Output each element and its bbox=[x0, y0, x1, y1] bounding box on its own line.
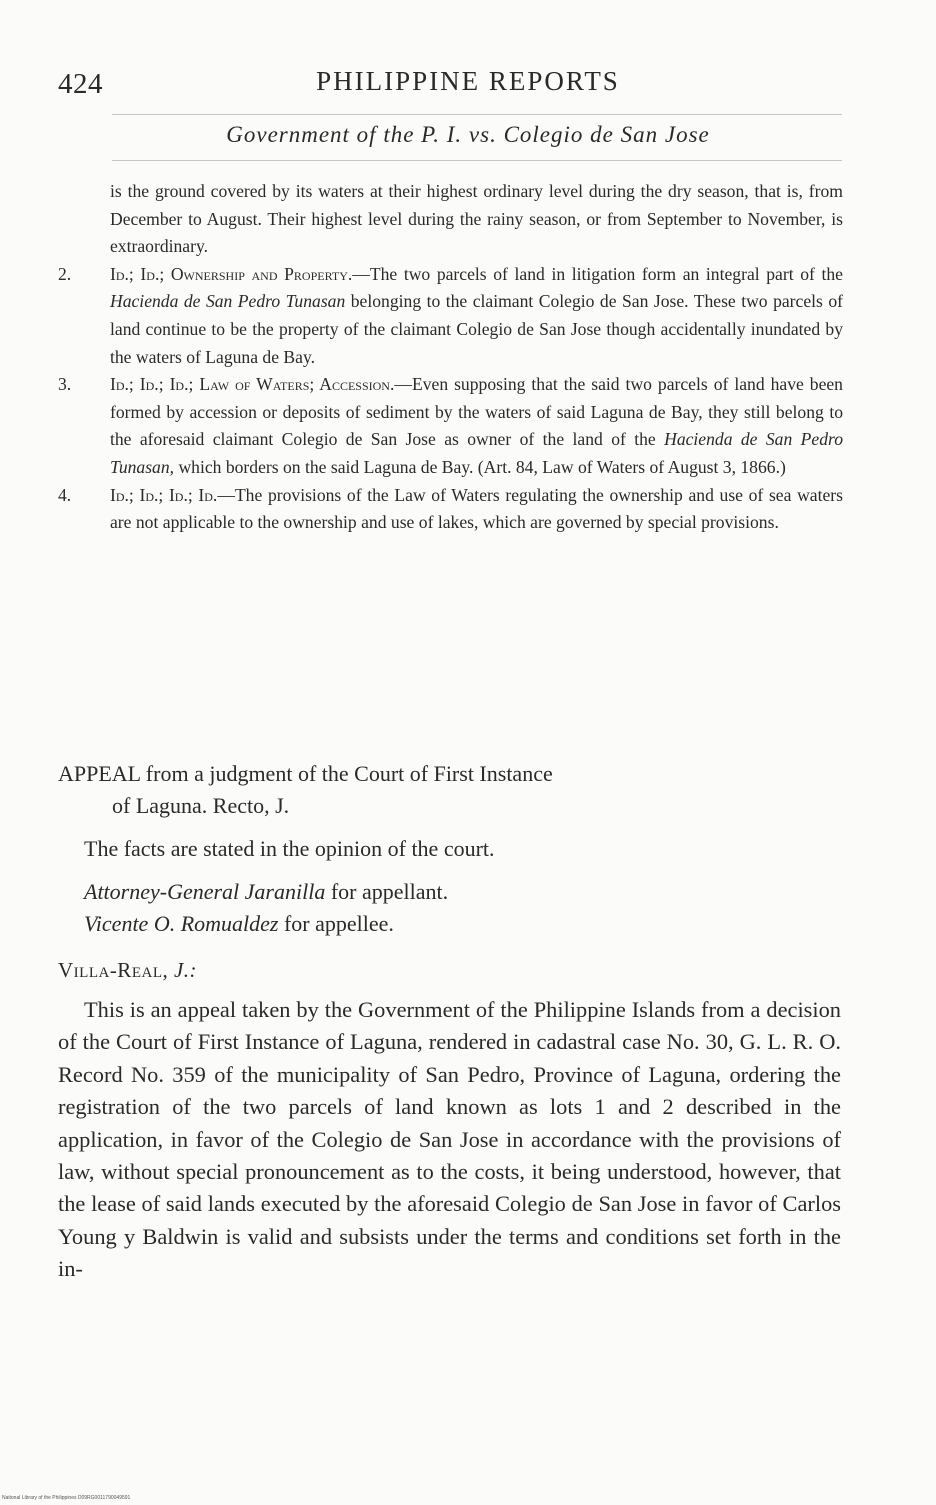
syllabus-continuation: is the ground covered by its waters at their highest ordinary level during the dry season, that is, from December to August. Their highest level during the rainy season, or from September to November, is extraordinary. bbox=[110, 181, 843, 257]
opinion-text: This is an appeal taken by the Government of the Philippine Islands from a decision of the Court of First Instance of Laguna, rendered in cadastral case No. 30, G. L. R. O. Record No. 359 of the municipality of San Pedro, Province of Laguna, ordering the registration of the two parcels of land known as lots 1 and 2 described in the application, in favor of the Colegio de San Jose in accordance with the provisions of law, without special pronouncement as to the costs, it being understood, however, that the lease of said lands executed by the aforesaid Colegio de San Jose in favor of Carlos Young y Baldwin is valid and subsists under the terms and conditions set forth in the in- bbox=[58, 997, 841, 1282]
appeal-line-1: APPEAL from a judgment of the Court of First Instance bbox=[58, 761, 553, 786]
item-number: 4. bbox=[58, 484, 72, 505]
judge-heading bbox=[58, 958, 197, 983]
item-number: 2. bbox=[58, 263, 72, 284]
counsel bbox=[84, 876, 448, 940]
item-text: —The two parcels of land in litigation form an integral part of the bbox=[352, 263, 843, 284]
hacienda-name: Hacienda de San Pedro Tunasan bbox=[110, 291, 346, 312]
appellant-name: Attorney-General Jaranilla bbox=[84, 879, 326, 904]
appellant-role: for appellant. bbox=[325, 879, 449, 904]
appellee-role: for appellee. bbox=[278, 911, 394, 936]
item-text: which borders on the said Laguna de Bay. (Art. 84, Law of Waters of August 3, 1866.) bbox=[174, 456, 786, 477]
scan-credit: National Library of the Philippines D09RG0011790049591 bbox=[2, 1495, 131, 1501]
item-text: —The provisions of the Law of Waters regulating the ownership and use of sea waters are not applicable to the ownership and use of lakes, which are governed by special provisions. bbox=[110, 484, 843, 533]
hacienda-name: Hacienda de San Pedro Tunasan, bbox=[110, 429, 843, 477]
syllabus-item bbox=[58, 261, 843, 371]
syllabus bbox=[58, 178, 843, 537]
item-heading: Id.; Id.; Ownership and Property. bbox=[110, 263, 353, 284]
header-rule-bottom bbox=[112, 160, 842, 161]
running-head: PHILIPPINE REPORTS bbox=[316, 66, 620, 96]
item-heading: Id.; Id.; Id.; Law of Waters; Accession. bbox=[110, 374, 395, 395]
judge-suffix: J.: bbox=[173, 958, 198, 982]
counsel-appellant bbox=[84, 876, 448, 908]
appeal-statement bbox=[58, 758, 843, 822]
syllabus-item bbox=[58, 371, 843, 481]
syllabus-item bbox=[58, 482, 843, 537]
item-heading: Id.; Id.; Id.; Id. bbox=[110, 484, 218, 505]
case-title: Government of the P. I. vs. Colegio de San Jose bbox=[226, 122, 710, 147]
header-rule-top bbox=[112, 114, 842, 115]
item-number: 3. bbox=[58, 374, 72, 395]
appeal-line-2: of Laguna. Recto, J. bbox=[112, 793, 290, 818]
facts-note: The facts are stated in the opinion of the court. bbox=[84, 836, 495, 861]
judge-name: Villa-Real, bbox=[58, 958, 174, 982]
appellee-name: Vicente O. Romualdez bbox=[84, 911, 279, 936]
item-text: —Even supposing that the said two parcels of land have been formed by accession or deposits of sediment by the waters of said Laguna de Bay, they still belong to the aforesaid claimant Colegio de San Jose as owner of the land of the bbox=[110, 374, 843, 450]
page-number: 424 bbox=[58, 68, 103, 100]
counsel-appellee bbox=[84, 908, 448, 940]
item-text: belonging to the claimant Colegio de San Jose. These two parcels of land continue to be the property of the claimant Colegio de San Jose though accidentally inundated by the waters of Laguna de Bay. bbox=[110, 291, 844, 367]
